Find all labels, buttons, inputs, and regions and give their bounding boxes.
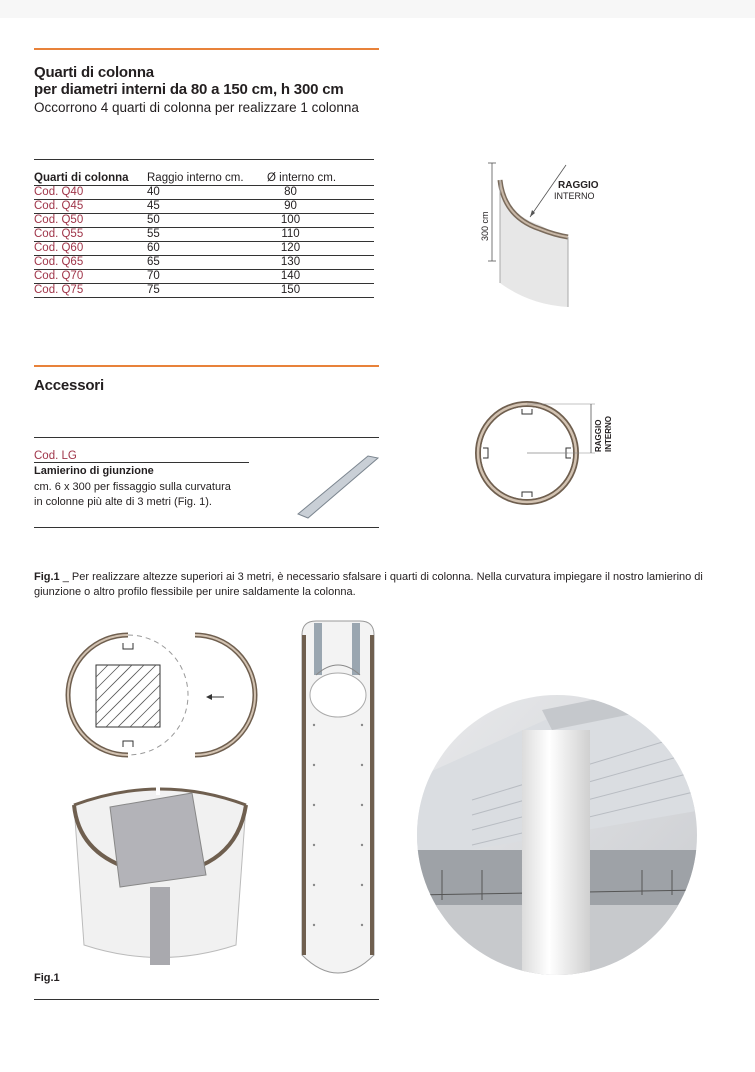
junction-strip-right	[352, 623, 360, 675]
ring-label-1: RAGGIO	[594, 419, 603, 452]
section-subtitle: Occorrono 4 quarti di colonna per realizzare 1 colonna	[34, 100, 359, 115]
radius-cell: 45	[147, 200, 267, 214]
radius-cell: 40	[147, 186, 267, 200]
column-installation-photo	[412, 690, 702, 980]
table-header-row	[34, 172, 374, 186]
accessories-title: Accessori	[34, 377, 104, 394]
diameter-cell: 90	[267, 200, 374, 214]
radius-label-2: INTERNO	[554, 191, 595, 201]
radius-cell: 60	[147, 242, 267, 256]
accessory-desc-line1: cm. 6 x 300 per fissaggio sulla curvatura	[34, 481, 231, 493]
product-code: Cod. Q60	[34, 242, 147, 256]
figure-caption-text: _ Per realizzare altezze superiori ai 3 metri, è necessario sfalsare i quarti di colonna. Nella curvatura impiegare il nostro lamierino di giunzione o altro profilo flessibile per unire saldamente la colonna.	[34, 571, 703, 598]
radius-cell: 50	[147, 214, 267, 228]
column-opening	[310, 673, 366, 717]
bottom-rule	[34, 999, 379, 1000]
square-pillar	[96, 665, 160, 727]
table-row	[34, 186, 374, 200]
accessories-bottom-rule	[34, 527, 379, 528]
radius-cell: 65	[147, 256, 267, 270]
radius-label-1: RAGGIO	[558, 180, 599, 191]
table-row	[34, 200, 374, 214]
table-top-rule	[34, 159, 374, 160]
diameter-cell: 100	[267, 214, 374, 228]
table-row	[34, 256, 374, 270]
junction-strip-left	[314, 623, 322, 675]
accessory-desc-line2: in colonne più alte di 3 metri (Fig. 1).	[34, 496, 212, 508]
table-row	[34, 228, 374, 242]
section-divider	[34, 48, 379, 50]
figure-label-bottom: Fig.1	[34, 972, 60, 984]
joint-bracket	[123, 643, 133, 649]
junction-strip-illustration	[296, 454, 382, 520]
product-code: Cod. Q40	[34, 186, 147, 200]
diameter-cell: 110	[267, 228, 374, 242]
diameter-cell: 150	[267, 284, 374, 298]
diameter-cell: 80	[267, 186, 374, 200]
square-pillar-3d	[110, 793, 206, 887]
radius-cell: 75	[147, 284, 267, 298]
white-column	[522, 730, 590, 980]
quarter-column-diagram	[470, 155, 630, 320]
section-title: Quarti di colonna	[34, 64, 154, 81]
product-code: Cod. Q75	[34, 284, 147, 298]
column-assembly-illustration	[60, 625, 270, 965]
column-section-illustration	[296, 615, 380, 985]
ring-label-2: INTERNO	[604, 416, 613, 452]
table-row	[34, 270, 374, 284]
ring-diagram	[465, 398, 625, 510]
section-divider	[34, 365, 379, 367]
header-code: Quarti di colonna	[34, 172, 147, 186]
section-title-line2: per diametri interni da 80 a 150 cm, h 300 cm	[34, 81, 344, 98]
joint-bracket	[123, 741, 133, 747]
diameter-cell: 130	[267, 256, 374, 270]
arrow-left-icon	[206, 694, 212, 700]
accessory-title: Lamierino di giunzione	[34, 465, 154, 477]
figure-caption-label: Fig.1	[34, 571, 60, 583]
table-row	[34, 284, 374, 298]
top-band	[0, 0, 755, 18]
accessory-code: Cod. LG	[34, 450, 77, 462]
product-code: Cod. Q45	[34, 200, 147, 214]
radius-cell: 70	[147, 270, 267, 284]
table-row	[34, 214, 374, 228]
pillar-shaft	[150, 887, 170, 965]
strip-shape	[298, 456, 378, 518]
product-code: Cod. Q70	[34, 270, 147, 284]
product-code: Cod. Q50	[34, 214, 147, 228]
diameter-cell: 140	[267, 270, 374, 284]
half-ring-right-highlight	[195, 635, 255, 755]
figure-caption	[34, 570, 714, 600]
header-diameter: Ø interno cm.	[267, 172, 374, 186]
accessories-top-rule	[34, 437, 379, 438]
header-radius: Raggio interno cm.	[147, 172, 267, 186]
diameter-cell: 120	[267, 242, 374, 256]
table-row	[34, 242, 374, 256]
column-quarters-table	[34, 172, 374, 298]
product-code: Cod. Q55	[34, 228, 147, 242]
product-code: Cod. Q65	[34, 256, 147, 270]
half-ring-right	[195, 635, 255, 755]
accessory-code-rule	[34, 462, 249, 463]
radius-cell: 55	[147, 228, 267, 242]
height-label: 300 cm	[480, 211, 490, 241]
